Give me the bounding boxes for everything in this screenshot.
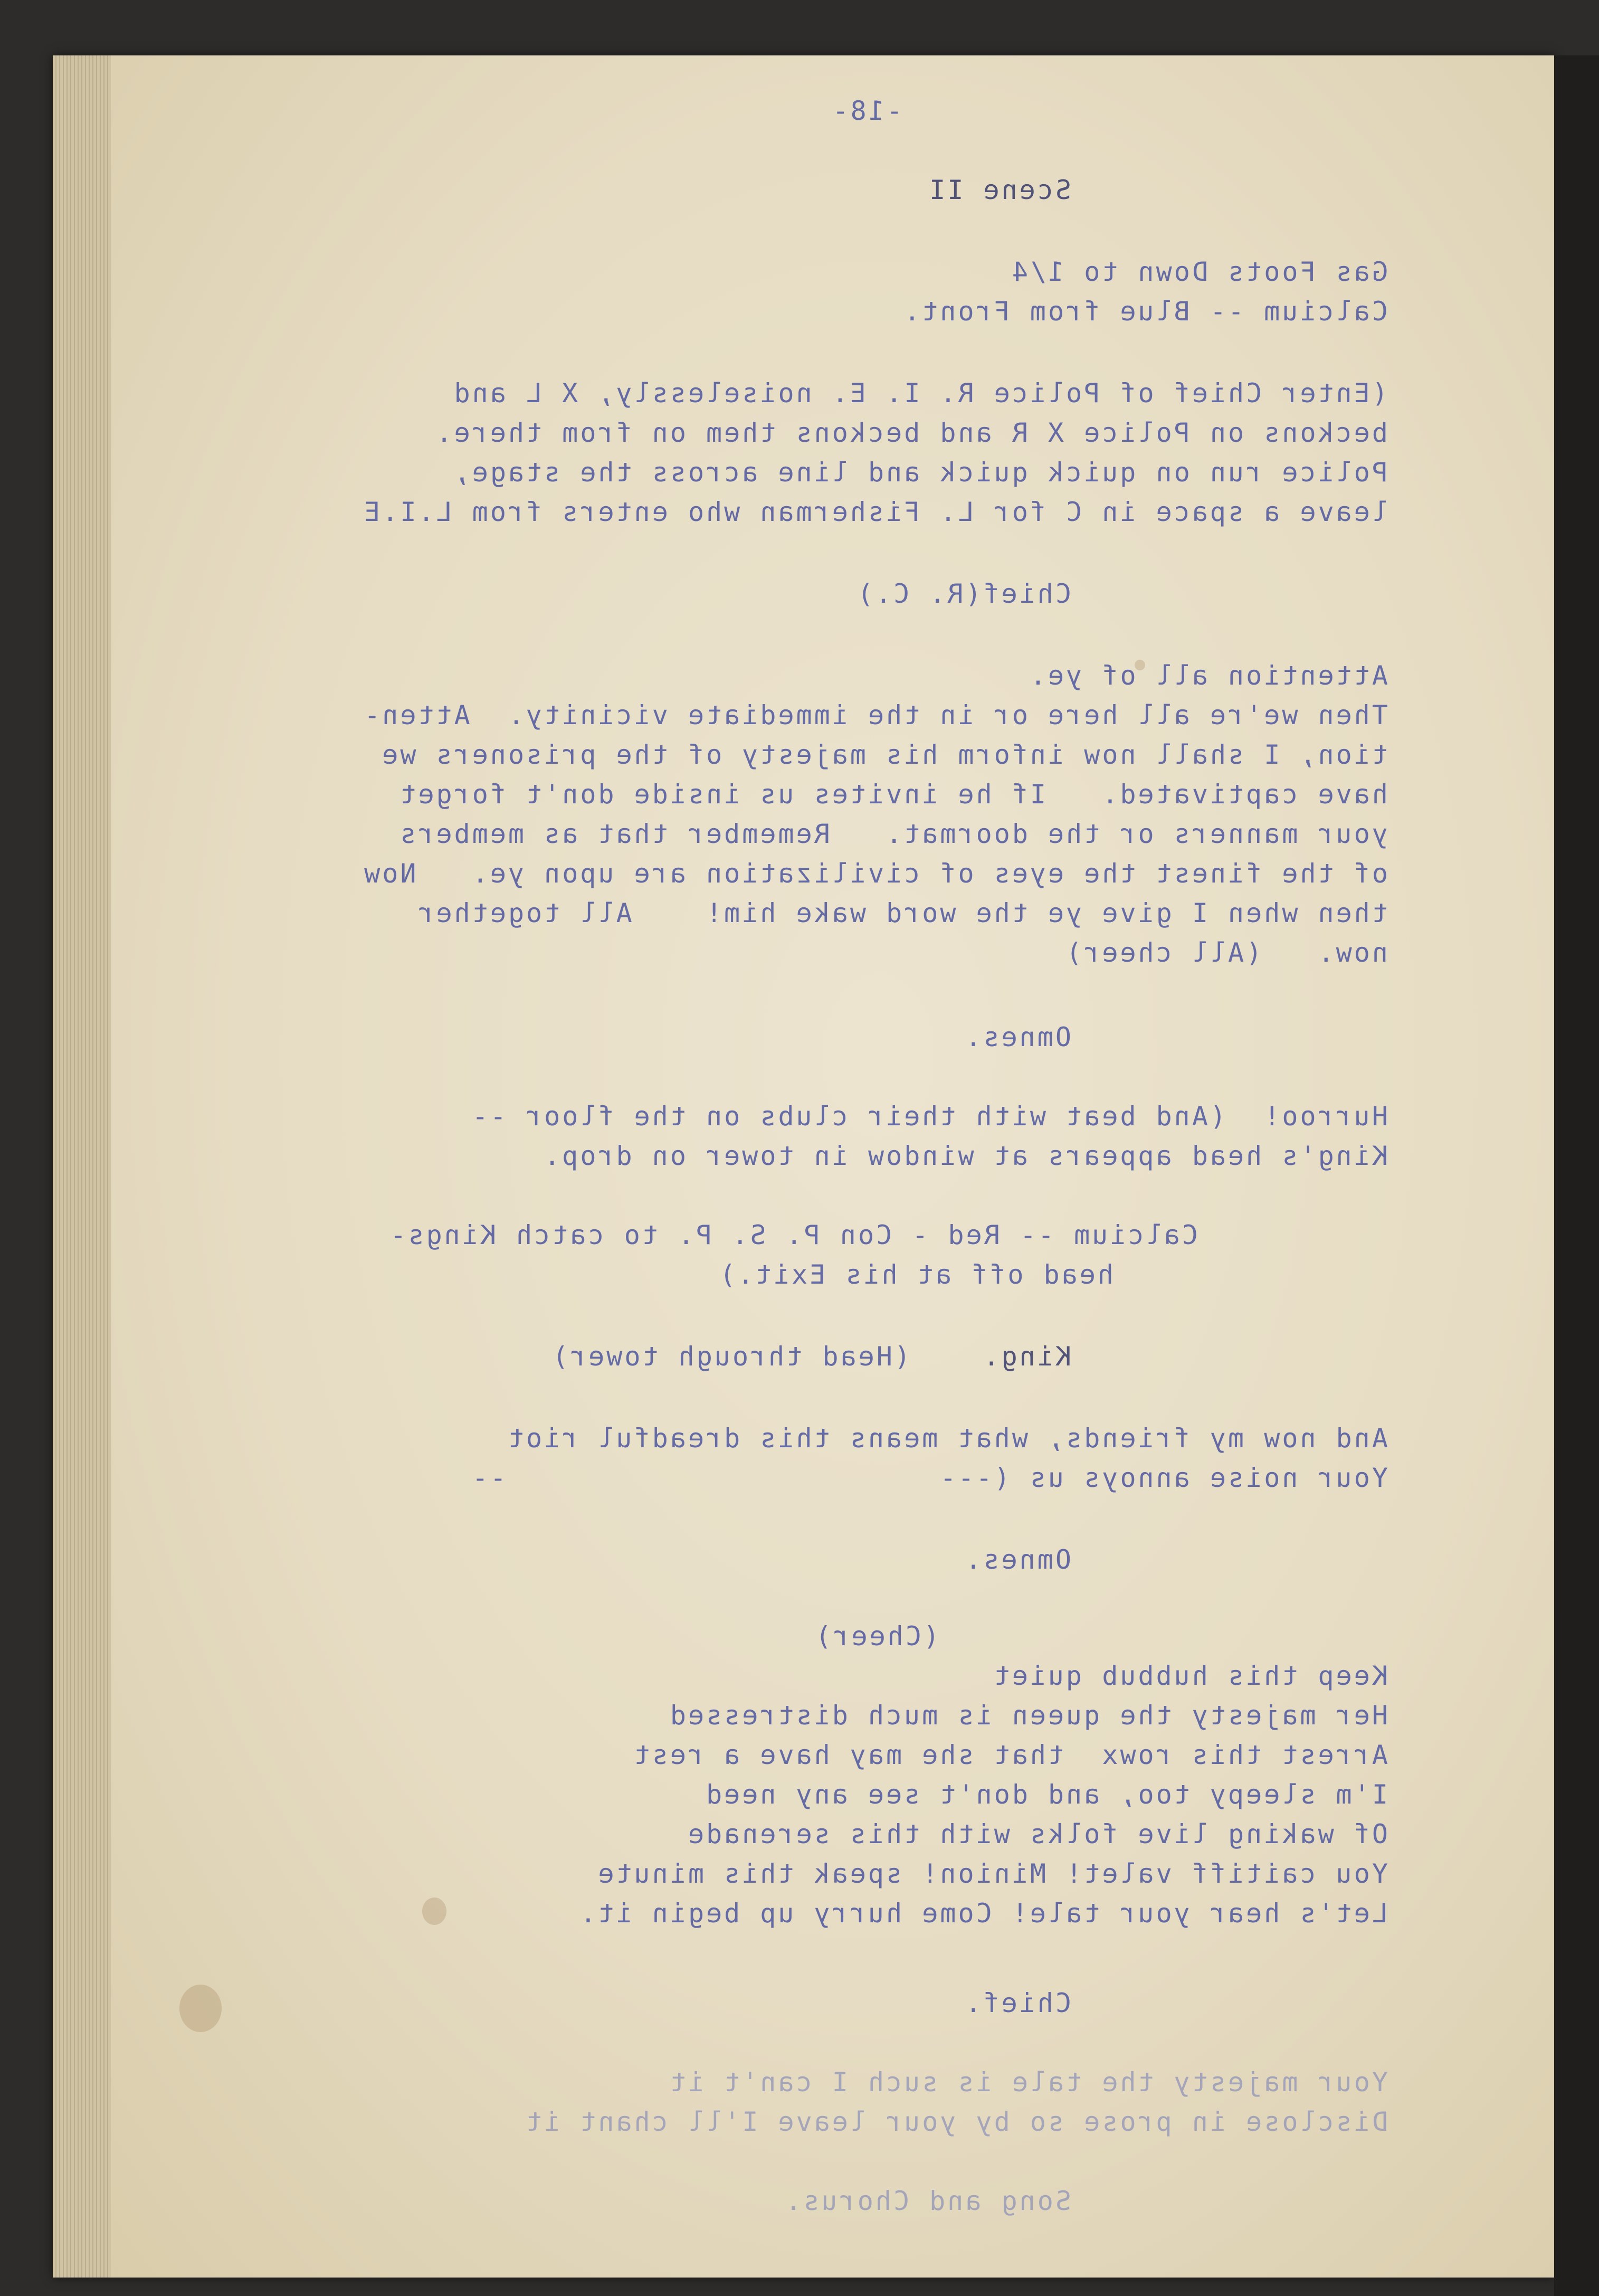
speech-line: Disclose in prose so by your leave I'll chant it: [524, 2107, 1388, 2137]
speaker-name: Omnes.: [963, 1544, 1071, 1575]
verse-line: Keep this hubbub quiet: [992, 1661, 1388, 1691]
speaker-name: Chief(R. C.): [855, 578, 1071, 609]
lighting-cue: Gas Foots Down to 1/4: [1010, 257, 1388, 287]
speech-line: tion, I shall now inform his majesty of the prisoners we: [380, 739, 1388, 770]
stage-direction-line: Police run on quick quick and line across the stage,: [452, 457, 1388, 488]
speech-line: Hurroo! (And beat with their clubs on the floor --: [470, 1101, 1388, 1132]
speech-line: your manners or the doormat. Remember that as members: [398, 819, 1388, 849]
speech-line: Then we're all here or in the immediate vicinity. Atten-: [362, 700, 1388, 730]
speech-line: And now my friends, what means this dreadful riot: [506, 1423, 1388, 1454]
speech-line: King's head appears at window in tower on drop.: [542, 1141, 1388, 1171]
speaker-name: Omnes.: [963, 1022, 1071, 1052]
speech-line: then when I give ye the word wake him! All together: [416, 898, 1388, 928]
stage-direction: (Cheer): [813, 1621, 939, 1652]
verse-line: Let's hear your tale! Come hurry up begin it.: [578, 1898, 1388, 1929]
stage-direction-line: beckons on Police X R and beckons them on from there.: [434, 418, 1388, 448]
speaker-name: Chief.: [963, 1988, 1071, 2018]
verse-line: I'm sleepy too, and don't see any need: [704, 1779, 1388, 1810]
closing-cue: Song and Chorus.: [783, 2186, 1071, 2216]
speaker-name: King.: [981, 1341, 1071, 1372]
speech-line: Attention all of ye.: [1027, 660, 1388, 691]
lighting-cue: Calcium -- Blue from Front.: [902, 296, 1388, 327]
speech-line: have captivated. If he invites us inside don't forget: [398, 779, 1388, 810]
speech-line: Your majesty the tale is such I can't it: [668, 2067, 1388, 2098]
verse-line: Of waking live folks with this serenade: [686, 1819, 1388, 1849]
lighting-cue: Calcium -- Red - Con P. S. P. to catch Kings-: [388, 1220, 1198, 1250]
scene-heading: Scene II: [927, 175, 1071, 205]
page-number: -18-: [830, 96, 902, 126]
lighting-cue: head off at his Exit.): [717, 1259, 1113, 1290]
speech-line: Your noise annoys us (--- --: [470, 1463, 1388, 1493]
speech-line: of the finest the eyes of civilization are upon ye. Now: [362, 858, 1388, 889]
verse-line: Her majesty the queen is much distressed: [668, 1700, 1388, 1731]
stage-direction: (Head through tower): [550, 1341, 910, 1372]
verse-line: Arrest this rowx that she may have a rest: [632, 1740, 1388, 1770]
stage-direction-line: leave a space in C for L. Fisherman who enters from L.I.E: [362, 497, 1388, 527]
speech-line: now. (All cheer): [1064, 937, 1388, 968]
verse-line: You caitiff valet! Minion! speak this minute: [596, 1858, 1388, 1889]
stage-direction-line: (Enter Chief of Police R. I. E. noiselessly, X L and: [452, 378, 1388, 409]
